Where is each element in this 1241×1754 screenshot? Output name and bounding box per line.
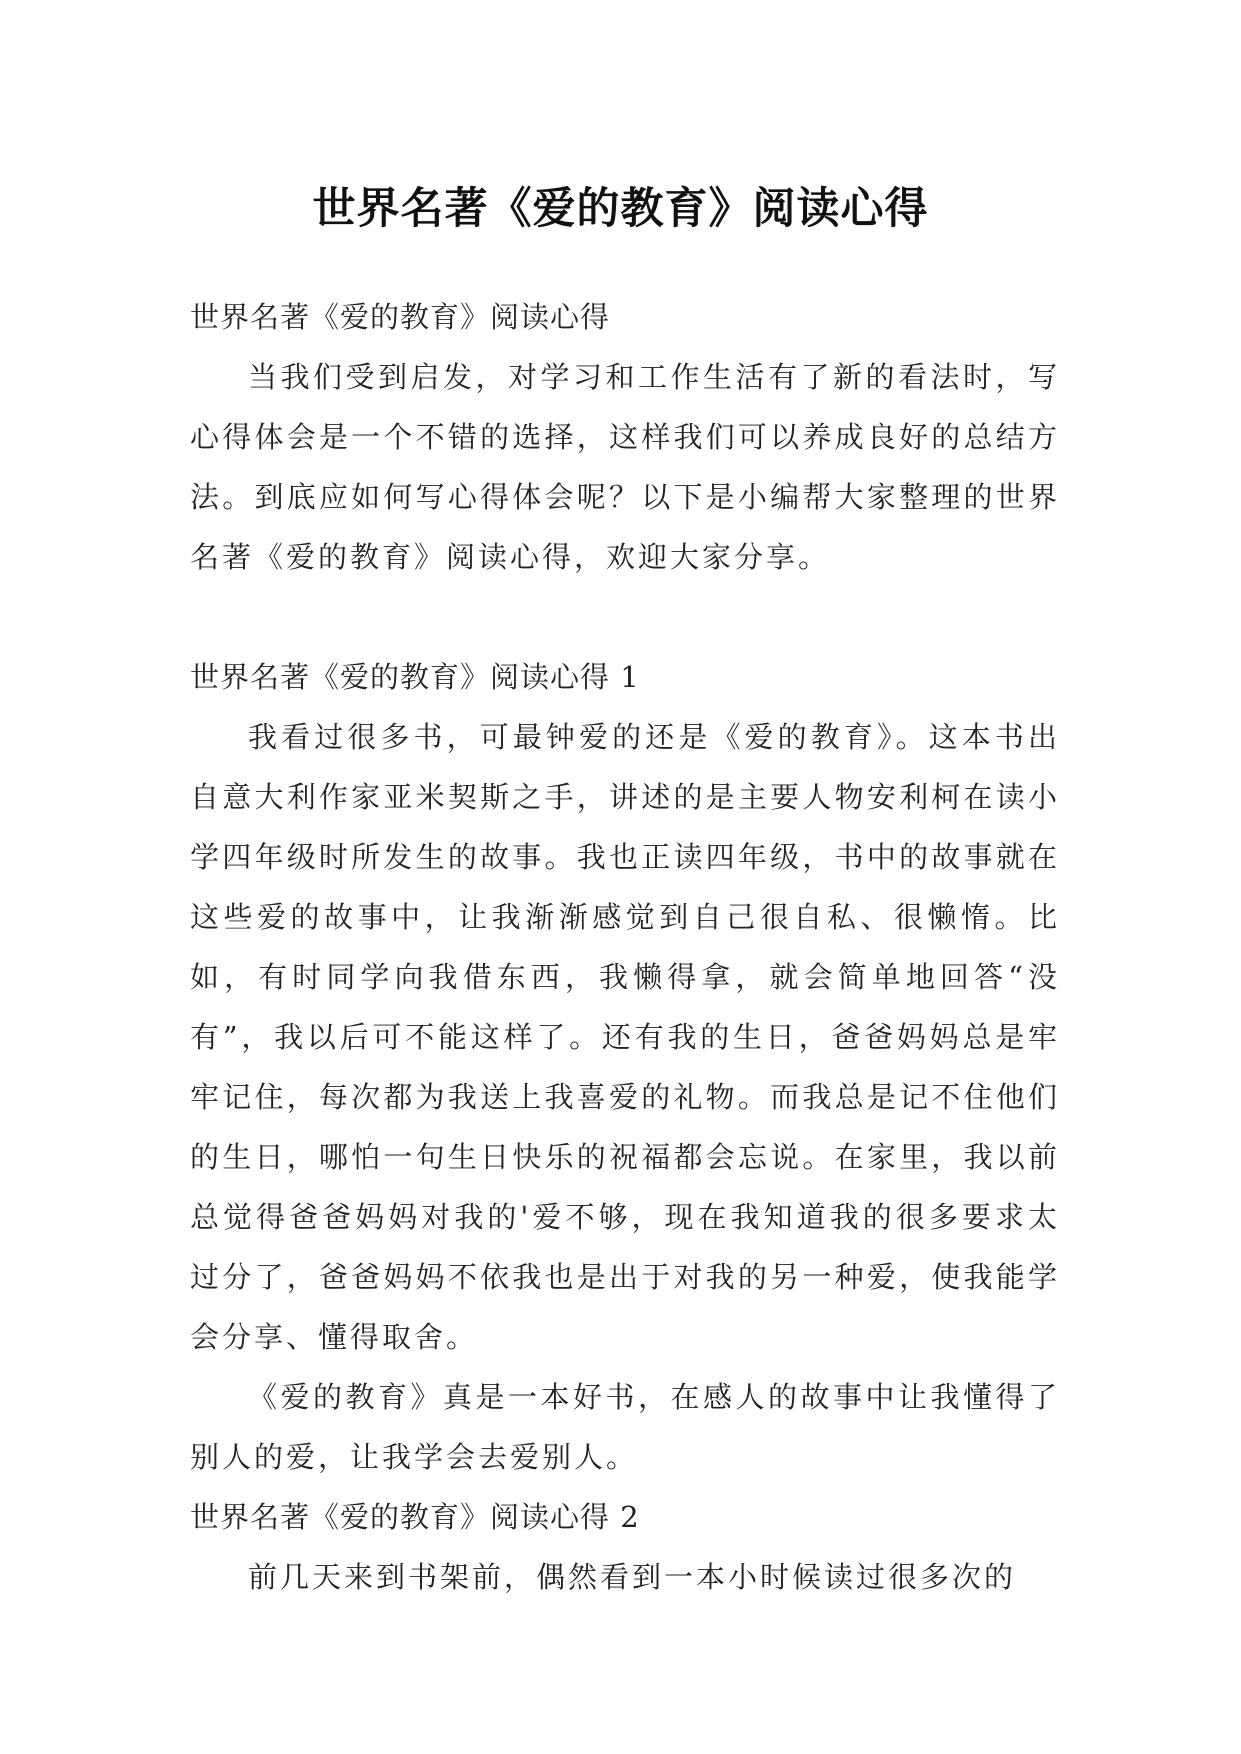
document-body xyxy=(190,287,1060,1607)
section-spacer xyxy=(190,587,1060,647)
document-title: 世界名著《爱的教育》阅读心得 xyxy=(312,183,929,234)
section-2-heading: 世界名著《爱的教育》阅读心得 2 xyxy=(190,1500,640,1534)
section-1-paragraph-1: 我看过很多书，可最钟爱的还是《爱的教育》。这本书出自意大利作家亚米契斯之手，讲述的是主要人物安利柯在读小学四年级时所发生的故事。我也正读四年级，书中的故事就在这些爱的故事中，让我渐渐感觉到自己很自私、很懒惰。比如，有时同学向我借东西，我懒得拿，就会简单地回答“没有”，我以后可不能这样了。还有我的生日，爸爸妈妈总是牢牢记住，每次都为我送上我喜爱的礼物。而我总是记不住他们的生日，哪怕一句生日快乐的祝福都会忘说。在家里，我以前总觉得爸爸妈妈对我的'爱不够，现在我知道我的很多要求太过分了，爸爸妈妈不依我也是出于对我的另一种爱，使我能学会分享、懂得取舍。 xyxy=(190,720,1060,1354)
section-1-paragraph-2: 《爱的教育》真是一本好书，在感人的故事中让我懂得了别人的爱，让我学会去爱别人。 xyxy=(190,1380,1060,1474)
section-1-heading: 世界名著《爱的教育》阅读心得 1 xyxy=(190,660,640,694)
intro-heading: 世界名著《爱的教育》阅读心得 xyxy=(190,300,611,334)
section-2-paragraph-1: 前几天来到书架前，偶然看到一本小时候读过很多次的 xyxy=(248,1560,1017,1594)
intro-paragraph: 当我们受到启发，对学习和工作生活有了新的看法时，写心得体会是一个不错的选择，这样我们可以养成良好的总结方法。到底应如何写心得体会呢？以下是小编帮大家整理的世界名著《爱的教育》阅读心得，欢迎大家分享。 xyxy=(190,360,1060,574)
